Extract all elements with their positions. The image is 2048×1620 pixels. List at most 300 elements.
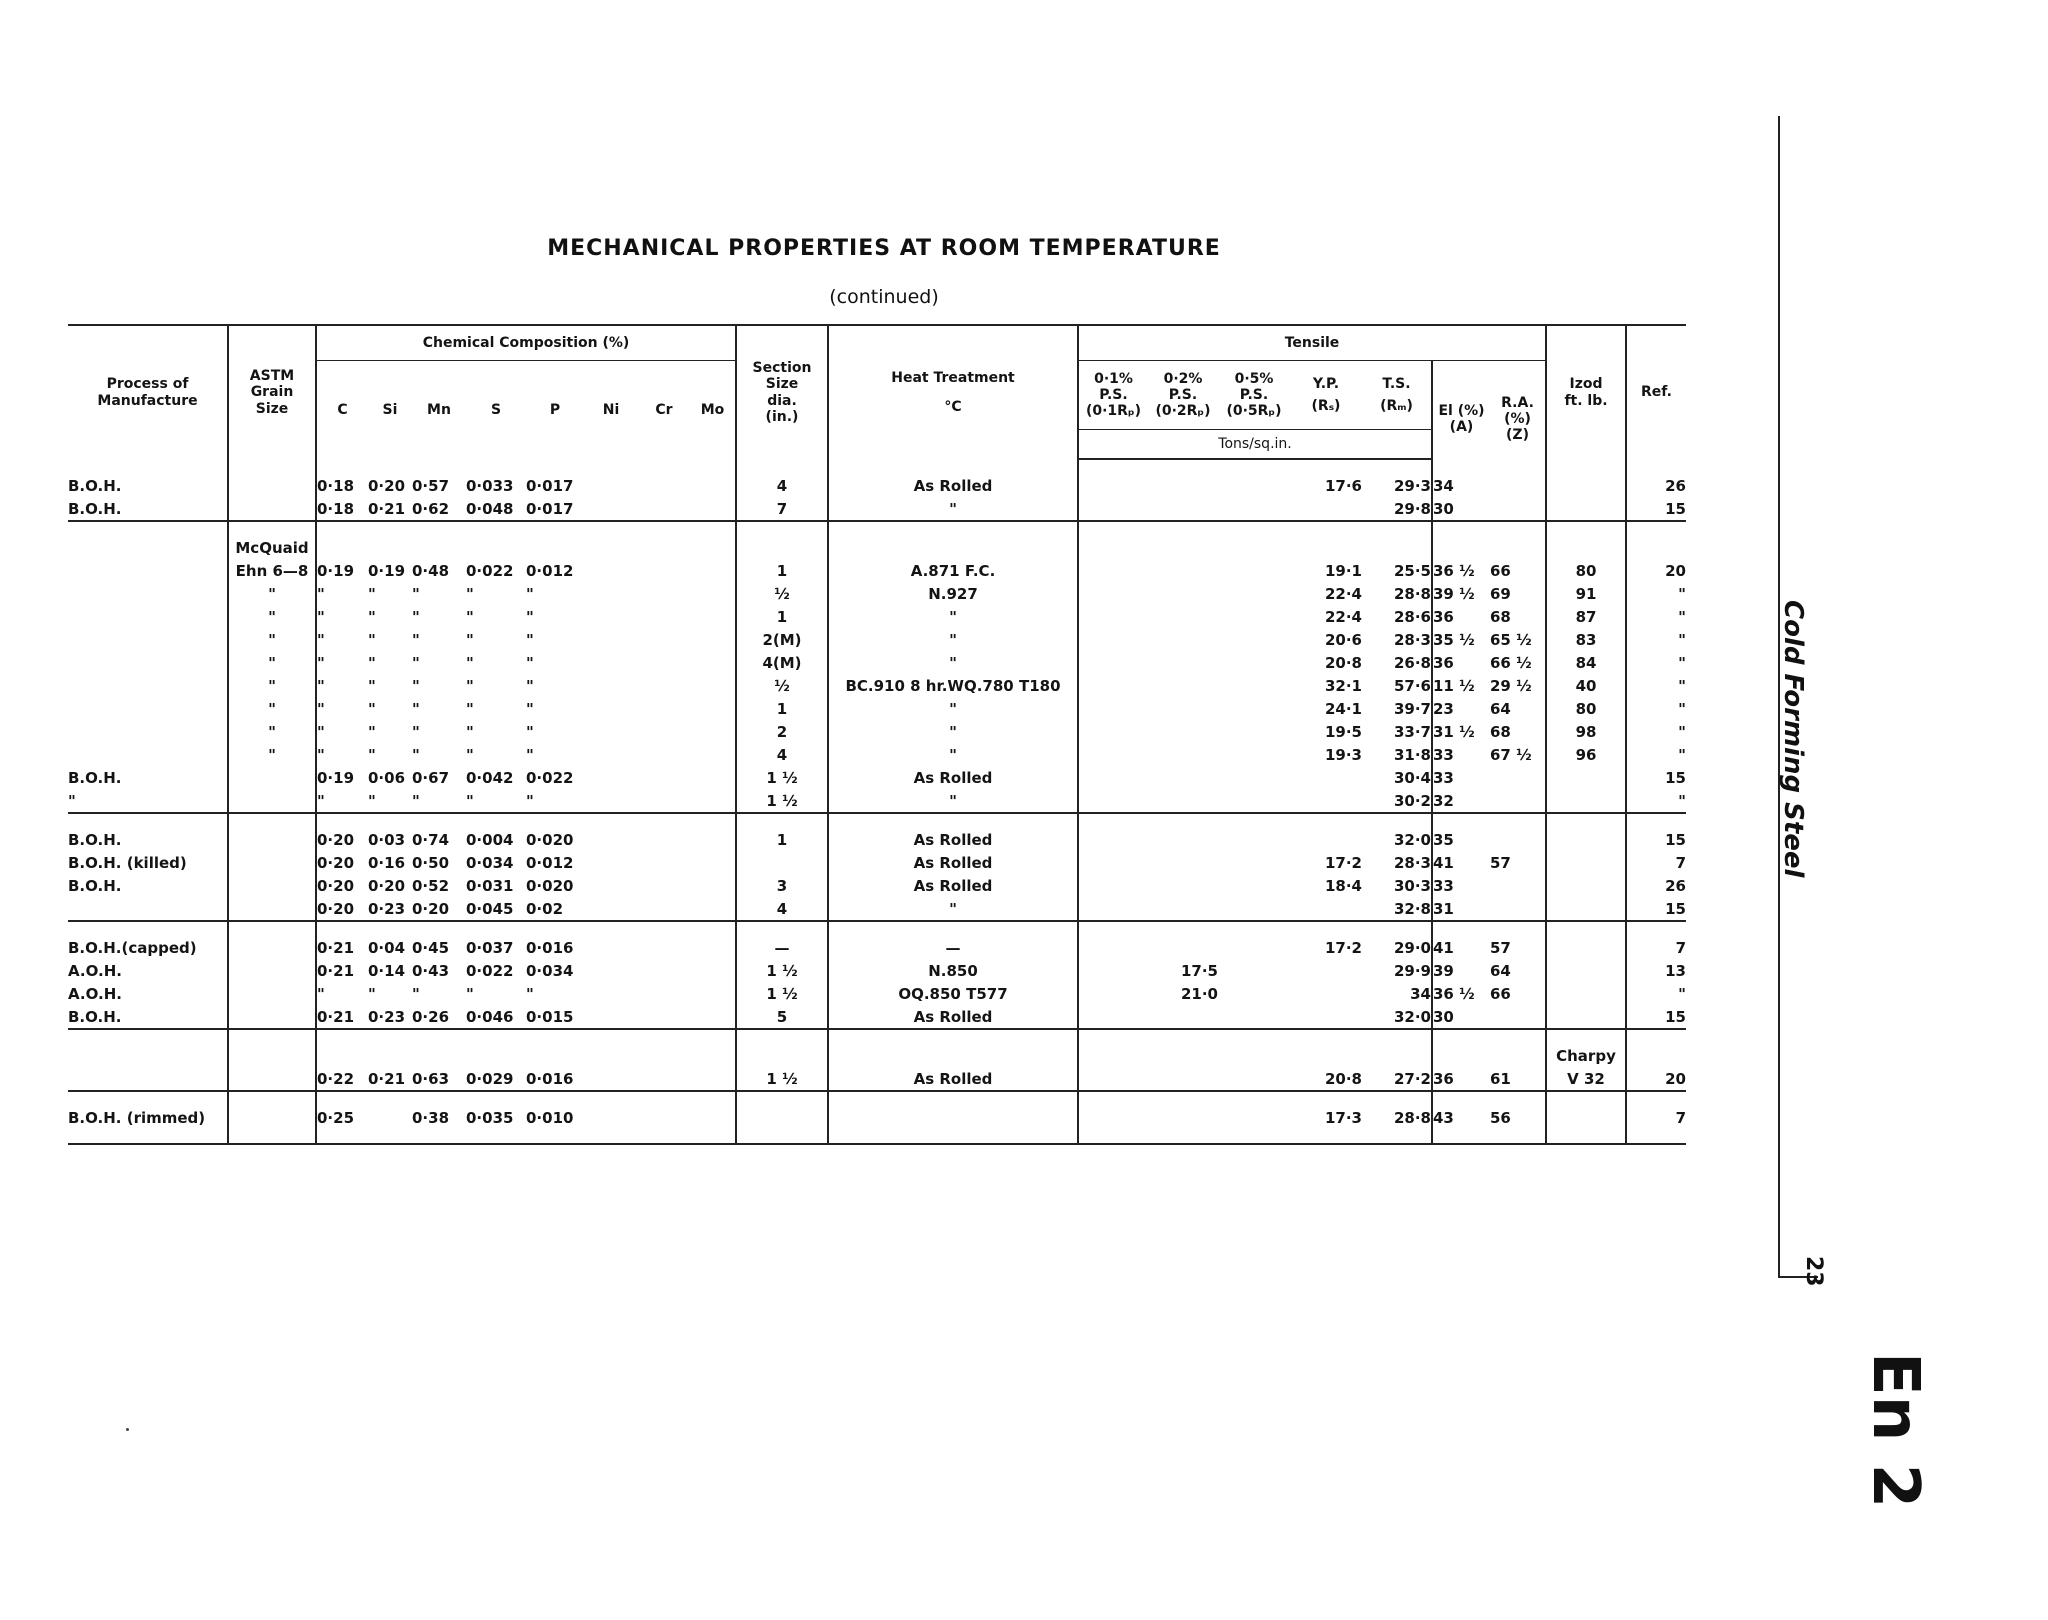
cell-c: " [316, 605, 368, 628]
cell-si: " [368, 630, 376, 649]
cell-cr [638, 628, 690, 651]
cell-astm [228, 851, 316, 874]
cell-si: " [368, 607, 376, 626]
cell-s: 0·022 [466, 561, 514, 580]
cell-ps05 [1218, 651, 1290, 674]
cell-ts: 30·3 [1393, 876, 1431, 895]
cell-heat: " [828, 651, 1078, 674]
cell-ps05 [1218, 1106, 1290, 1129]
cell-heat: As Rolled [828, 851, 1078, 874]
cell-ts: 32·8 [1393, 899, 1431, 918]
cell-process: A.O.H. [68, 961, 122, 980]
cell-izod [1546, 1005, 1626, 1029]
cell-s: 0·045 [466, 899, 514, 918]
table-row [68, 497, 1686, 521]
cell-ps02 [1148, 789, 1218, 813]
cell-ps05 [1218, 766, 1290, 789]
table-row [68, 828, 1686, 851]
cell-ps01 [1078, 743, 1148, 766]
header-p: P [549, 401, 561, 418]
cell-izod [1546, 874, 1626, 897]
cell-si: 0·21 [368, 1069, 406, 1088]
cell-ra: 57 [1490, 853, 1511, 872]
cell-cr [638, 697, 690, 720]
cell-ra: 64 [1490, 961, 1511, 980]
cell-cr [638, 1106, 690, 1129]
cell-ts: 29·3 [1393, 476, 1431, 495]
table-row [68, 1106, 1686, 1129]
cell-izod: 87 [1546, 605, 1626, 628]
cell-mn: 0·50 [412, 853, 450, 872]
cell-ref: 7 [1626, 1106, 1686, 1129]
cell-c: " [316, 982, 368, 1005]
cell-ts: 32·0 [1393, 830, 1431, 849]
cell-cr [638, 743, 690, 766]
cell-ps02 [1148, 697, 1218, 720]
cell-cr [638, 651, 690, 674]
table-row [68, 874, 1686, 897]
cell-c: 0·25 [316, 1106, 368, 1129]
cell-mo [690, 605, 736, 628]
cell-el: 30 [1432, 497, 1490, 521]
cell-ts: 28·6 [1393, 607, 1431, 626]
cell-ps01 [1078, 1106, 1148, 1129]
cell-el: 35 [1432, 828, 1490, 851]
cell-cr [638, 497, 690, 521]
cell-ps02 [1148, 628, 1218, 651]
cell-ni [584, 628, 638, 651]
cell-heat: As Rolled [828, 474, 1078, 497]
cell-ts: 33·7 [1393, 722, 1431, 741]
header-tons-unit: Tons/sq.in. [1078, 430, 1432, 460]
cell-ps05 [1218, 559, 1290, 582]
table-row [68, 582, 1686, 605]
header-ps05: 0·5% P.S. [1234, 370, 1274, 403]
cell-yp: 32·1 [1324, 676, 1362, 695]
cell-ref: 15 [1626, 1005, 1686, 1029]
cell-s: 0·022 [466, 961, 514, 980]
running-head: Cold Forming Steel [1778, 600, 1808, 878]
cell-astm: " [228, 720, 316, 743]
cell-ts: 30·4 [1393, 768, 1431, 787]
header-tensile: Tensile [1078, 325, 1546, 361]
group-spacer [68, 521, 1686, 536]
cell-process: B.O.H. [68, 476, 122, 495]
header-ps01: 0·1% P.S. [1094, 370, 1133, 403]
header-yp-r: (Rₛ) [1311, 398, 1341, 414]
cell-p: 0·010 [526, 1108, 574, 1127]
cell-astm [228, 936, 316, 959]
cell-si: 0·04 [368, 938, 406, 957]
cell-mo [690, 766, 736, 789]
cell-izod: 80 [1546, 697, 1626, 720]
cell-heat [828, 536, 1078, 559]
cell-cr [638, 605, 690, 628]
cell-ps05 [1218, 789, 1290, 813]
cell-ps01 [1078, 851, 1148, 874]
cell-ni [584, 766, 638, 789]
cell-ps02 [1148, 828, 1218, 851]
cell-ps02: 17·5 [1180, 961, 1218, 980]
cell-c: 0·20 [316, 874, 368, 897]
cell-process: B.O.H. [68, 499, 122, 518]
cell-cr [638, 1005, 690, 1029]
cell-ps01 [1078, 959, 1148, 982]
cell-ra [1490, 536, 1546, 559]
cell-ra [1490, 474, 1546, 497]
cell-section: 5 [736, 1005, 828, 1029]
cell-c: 0·19 [316, 766, 368, 789]
cell-section: 4(M) [736, 651, 828, 674]
cell-p [526, 1044, 584, 1067]
cell-process: B.O.H. (rimmed) [68, 1108, 206, 1127]
cell-yp: 19·5 [1324, 722, 1362, 741]
cell-cr [638, 982, 690, 1005]
cell-s: 0·033 [466, 476, 514, 495]
cell-ts: 31·8 [1393, 745, 1431, 764]
cell-izod: 83 [1546, 628, 1626, 651]
cell-ps05 [1218, 851, 1290, 874]
cell-p: 0·012 [526, 853, 574, 872]
cell-si: 0·21 [368, 499, 406, 518]
cell-astm: " [228, 582, 316, 605]
cell-ts: 28·3 [1393, 630, 1431, 649]
header-ts: T.S. [1382, 375, 1411, 392]
cell-ps02 [1148, 559, 1218, 582]
cell-yp: 19·3 [1324, 745, 1362, 764]
cell-mo [690, 874, 736, 897]
cell-section: 1 ½ [736, 959, 828, 982]
cell-ps01 [1078, 720, 1148, 743]
cell-ts: 26·8 [1393, 653, 1431, 672]
cell-cr [638, 720, 690, 743]
cell-c: " [316, 743, 368, 766]
cell-process [68, 720, 228, 743]
cell-mn: " [412, 745, 420, 764]
cell-mn: 0·67 [412, 768, 450, 787]
cell-izod [1546, 536, 1626, 559]
cell-s: " [466, 722, 474, 741]
cell-section: ½ [736, 582, 828, 605]
cell-ref: " [1626, 628, 1686, 651]
header-ps02-r: (0·2Rₚ) [1155, 403, 1211, 420]
cell-ps01 [1078, 697, 1148, 720]
cell-mn [412, 536, 466, 559]
cell-mn: 0·63 [412, 1069, 450, 1088]
cell-ni [584, 1044, 638, 1067]
cell-izod: 80 [1546, 559, 1626, 582]
cell-s: 0·035 [466, 1108, 514, 1127]
cell-section: 1 [736, 828, 828, 851]
cell-el: 31 [1432, 897, 1490, 921]
cell-astm: McQuaid [228, 536, 316, 559]
cell-p: " [526, 630, 534, 649]
cell-astm [228, 766, 316, 789]
cell-ra: 69 [1490, 584, 1511, 603]
cell-ps02 [1148, 674, 1218, 697]
cell-astm [228, 1067, 316, 1091]
cell-ni [584, 851, 638, 874]
cell-cr [638, 874, 690, 897]
cell-si: 0·20 [368, 876, 406, 895]
cell-ra: 67 ½ [1490, 745, 1532, 764]
cell-p: " [526, 676, 534, 695]
cell-section: 2 [736, 720, 828, 743]
cell-process [68, 651, 228, 674]
header-heat-treatment: Heat Treatment [891, 370, 1015, 387]
cell-process: B.O.H.(capped) [68, 938, 197, 957]
group-spacer [68, 813, 1686, 828]
cell-ps01 [1078, 474, 1148, 497]
cell-heat: A.871 F.C. [828, 559, 1078, 582]
cell-process [68, 559, 228, 582]
cell-ps05 [1218, 720, 1290, 743]
cell-ni [584, 697, 638, 720]
cell-astm [228, 474, 316, 497]
cell-ra: 61 [1490, 1069, 1511, 1088]
cell-ni [584, 874, 638, 897]
cell-s: " [466, 984, 474, 1003]
cell-ra [1490, 1044, 1546, 1067]
cell-cr [638, 474, 690, 497]
cell-ps02 [1148, 651, 1218, 674]
cell-izod: 40 [1546, 674, 1626, 697]
cell-p: 0·016 [526, 1069, 574, 1088]
cell-section: 1 [736, 697, 828, 720]
cell-s: " [466, 630, 474, 649]
cell-mn: 0·52 [412, 876, 450, 895]
cell-p: 0·017 [526, 499, 574, 518]
header-si: Si [382, 401, 398, 418]
header-heat-unit: °C [944, 398, 962, 415]
cell-process [68, 697, 228, 720]
cell-ps05 [1218, 697, 1290, 720]
cell-section: 3 [736, 874, 828, 897]
cell-ps05 [1218, 982, 1290, 1005]
cell-el: 23 [1432, 697, 1490, 720]
cell-yp: 17·6 [1324, 476, 1362, 495]
cell-section [736, 1106, 828, 1129]
cell-c: 0·20 [316, 851, 368, 874]
cell-ps05 [1218, 874, 1290, 897]
cell-astm [228, 959, 316, 982]
cell-ps01 [1078, 1067, 1148, 1091]
cell-mo [690, 697, 736, 720]
cell-ps01 [1078, 605, 1148, 628]
cell-si: " [368, 745, 376, 764]
cell-ra [1490, 828, 1546, 851]
cell-c: 0·21 [316, 1005, 368, 1029]
table-row [68, 851, 1686, 874]
cell-si [368, 536, 412, 559]
cell-ts: 27·2 [1393, 1069, 1431, 1088]
cell-mn: " [412, 699, 420, 718]
cell-yp: 17·2 [1324, 853, 1362, 872]
cell-si: 0·23 [368, 1007, 406, 1026]
cell-heat: N.927 [828, 582, 1078, 605]
cell-ref: 7 [1626, 936, 1686, 959]
cell-ref: " [1626, 789, 1686, 813]
cell-mo [690, 582, 736, 605]
cell-yp: 20·8 [1324, 653, 1362, 672]
cell-cr [638, 766, 690, 789]
cell-ps05 [1218, 743, 1290, 766]
cell-ni [584, 536, 638, 559]
cell-s: 0·042 [466, 768, 514, 787]
table-row [68, 789, 1686, 813]
cell-ts: 25·5 [1393, 561, 1431, 580]
cell-process: B.O.H. [68, 768, 122, 787]
cell-s [466, 1044, 526, 1067]
cell-ps02 [1148, 851, 1218, 874]
cell-mn: 0·45 [412, 938, 450, 957]
cell-mo [690, 536, 736, 559]
cell-ref: 13 [1626, 959, 1686, 982]
cell-izod [1546, 1106, 1626, 1129]
cell-astm [228, 897, 316, 921]
group-spacer [68, 1091, 1686, 1106]
cell-si: 0·16 [368, 853, 406, 872]
cell-ra: 68 [1490, 722, 1511, 741]
table-row [68, 982, 1686, 1005]
cell-ra [1490, 897, 1546, 921]
cell-ps05 [1218, 536, 1290, 559]
cell-p: " [526, 607, 534, 626]
header-ts-r: (Rₘ) [1380, 398, 1413, 414]
cell-c: 0·18 [316, 474, 368, 497]
cell-astm [228, 1044, 316, 1067]
cell-cr [638, 559, 690, 582]
cell-yp: 17·2 [1324, 938, 1362, 957]
cell-s: " [466, 676, 474, 695]
cell-c: 0·18 [316, 497, 368, 521]
cell-heat: As Rolled [828, 828, 1078, 851]
cell-mn: 0·38 [412, 1108, 450, 1127]
cell-ref: 20 [1626, 1067, 1686, 1091]
cell-ra: 64 [1490, 699, 1511, 718]
cell-p: 0·016 [526, 938, 574, 957]
header-izod: Izod ft. lb. [1546, 325, 1626, 459]
cell-ref: " [1626, 674, 1686, 697]
cell-c: 0·19 [316, 559, 368, 582]
speck [126, 1428, 129, 1431]
cell-p: 0·020 [526, 830, 574, 849]
cell-el: 41 [1432, 936, 1490, 959]
cell-si [368, 1106, 412, 1129]
cell-astm: " [228, 651, 316, 674]
cell-ps02 [1148, 743, 1218, 766]
cell-ni [584, 651, 638, 674]
cell-yp [1290, 789, 1362, 813]
cell-c: " [316, 789, 368, 813]
cell-ts: 57·6 [1393, 676, 1431, 695]
cell-heat: — [828, 936, 1078, 959]
cell-ps05 [1218, 605, 1290, 628]
cell-s: " [466, 791, 474, 810]
cell-yp [1290, 897, 1362, 921]
cell-yp [1290, 982, 1362, 1005]
cell-section: 4 [736, 474, 828, 497]
cell-section: 1 ½ [736, 1067, 828, 1091]
cell-si: " [368, 722, 376, 741]
table-body [68, 459, 1686, 1144]
cell-yp [1290, 1005, 1362, 1029]
cell-si: 0·23 [368, 899, 406, 918]
cell-mo [690, 628, 736, 651]
cell-el: 33 [1432, 874, 1490, 897]
cell-el [1432, 1044, 1490, 1067]
cell-process [68, 536, 228, 559]
cell-c [316, 536, 368, 559]
cell-section: — [736, 936, 828, 959]
cell-si [368, 1044, 412, 1067]
cell-heat: BC.910 8 hr.WQ.780 T180 [828, 674, 1078, 697]
cell-el: 36 ½ [1432, 982, 1490, 1005]
cell-section: 1 [736, 559, 828, 582]
header-elongation: El (%) (A) [1432, 361, 1490, 460]
cell-c: " [316, 697, 368, 720]
cell-ra [1490, 766, 1546, 789]
cell-izod [1546, 897, 1626, 921]
cell-ra [1490, 497, 1546, 521]
cell-mn: 0·43 [412, 961, 450, 980]
cell-el [1432, 536, 1490, 559]
cell-mo [690, 497, 736, 521]
cell-ps02 [1148, 936, 1218, 959]
table-row [68, 474, 1686, 497]
header-section-size: Section Size dia. (in.) [736, 325, 828, 459]
group-spacer [68, 1029, 1686, 1044]
cell-s: " [466, 584, 474, 603]
cell-s: 0·029 [466, 1069, 514, 1088]
cell-yp: 20·8 [1324, 1069, 1362, 1088]
page-subtitle: (continued) [829, 286, 939, 308]
cell-ra: 66 [1490, 984, 1511, 1003]
cell-section: 4 [736, 897, 828, 921]
cell-el: 39 [1432, 959, 1490, 982]
cell-mo [690, 474, 736, 497]
cell-astm [228, 828, 316, 851]
cell-s: 0·048 [466, 499, 514, 518]
cell-astm [228, 789, 316, 813]
cell-ref: 7 [1626, 851, 1686, 874]
properties-table-wrapper [68, 324, 1686, 1145]
cell-izod: Charpy [1546, 1044, 1626, 1067]
cell-ref [1626, 536, 1686, 559]
cell-p: " [526, 984, 534, 1003]
cell-ref: " [1626, 697, 1686, 720]
cell-mn: " [412, 653, 420, 672]
cell-si: 0·06 [368, 768, 406, 787]
header-chemical-composition: Chemical Composition (%) [316, 325, 736, 361]
page-number: 23 [1801, 1256, 1826, 1287]
cell-ra: 68 [1490, 607, 1511, 626]
cell-ps01 [1078, 674, 1148, 697]
cell-ts: 34 [1410, 984, 1431, 1003]
cell-ps01 [1078, 874, 1148, 897]
cell-section [736, 851, 828, 874]
cell-ps05 [1218, 1067, 1290, 1091]
cell-mn: 0·20 [412, 899, 450, 918]
cell-ref: " [1626, 651, 1686, 674]
cell-el: 33 [1432, 743, 1490, 766]
cell-ts: 29·9 [1393, 961, 1431, 980]
cell-el: 33 [1432, 766, 1490, 789]
cell-astm: " [228, 628, 316, 651]
cell-ps01 [1078, 651, 1148, 674]
cell-el: 39 ½ [1432, 582, 1490, 605]
header-reduction-area: R.A. (%) (Z) [1501, 394, 1534, 444]
